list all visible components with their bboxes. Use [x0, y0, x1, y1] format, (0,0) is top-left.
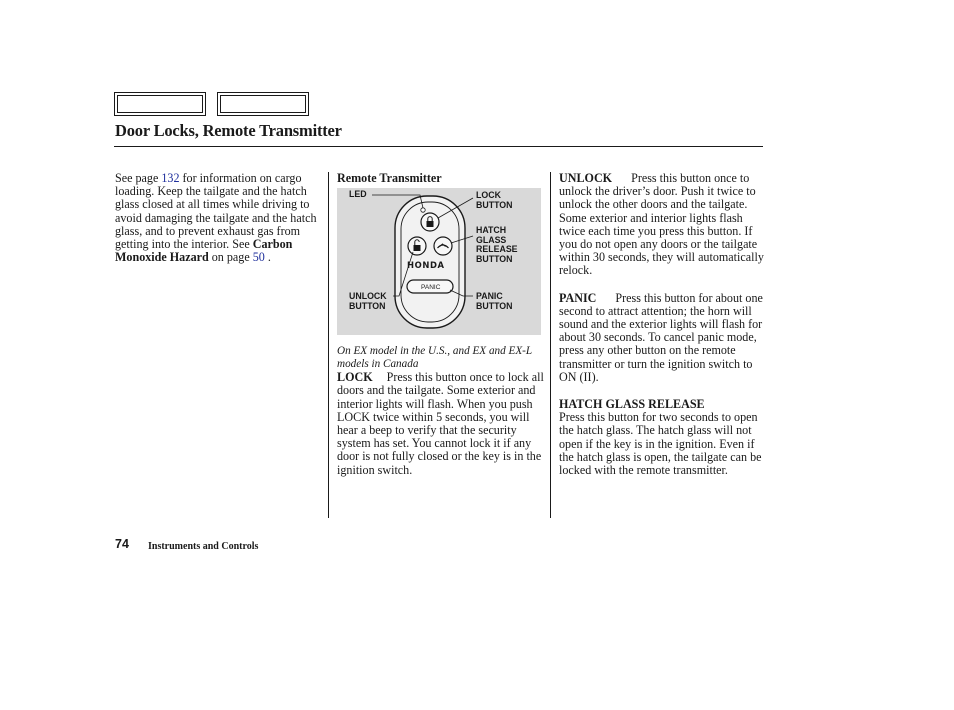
intro-text-4: . [264, 250, 271, 265]
panic-paragraph [559, 292, 764, 384]
page-link-132[interactable]: 132 [161, 171, 180, 185]
panic-button-label [476, 292, 513, 311]
column-divider-1 [328, 172, 329, 518]
page-link-50[interactable]: 50 [252, 250, 265, 265]
remote-transmitter-column [337, 172, 545, 477]
remote-transmitter-figure [337, 188, 541, 335]
unlock-paragraph [559, 172, 764, 278]
unlock-label-line-1: UNLOCK [349, 291, 387, 302]
lock-label-line-2: BUTTON [476, 199, 513, 210]
panic-key-text: PANIC [421, 284, 441, 292]
panic-text: Press this button for about one second to attract attention; the horn will sound and the exterior lights will flash for about 30 seconds. To cancel panic mode, press any other button on the remote transmitter or turn the ignition switch to ON (II). [559, 290, 763, 384]
buttons-description-column [559, 172, 764, 477]
lock-heading: LOCK [337, 370, 373, 385]
column-divider-2 [550, 172, 551, 518]
intro-paragraph [115, 172, 321, 264]
lock-label-line-1: LOCK [476, 190, 501, 201]
hatch-glass-release-button[interactable] [434, 237, 452, 255]
hatch-button-label [476, 226, 518, 264]
page-number: 74 [115, 537, 129, 551]
hatch-label-line-4: BUTTON [476, 253, 513, 264]
hatch-label-line-2: GLASS [476, 234, 507, 245]
intro-column [115, 172, 321, 264]
unlock-heading: UNLOCK [559, 171, 613, 185]
hatch-glass-release-text: Press this button for two seconds to open the hatch glass. The hatch glass will not open if the key is in the ignition. Even if the hatch glass is open, the tailgate can be locked with the remote transmitter. [559, 410, 762, 478]
carbon-monoxide-reference: Carbon Monoxide Hazard [115, 237, 293, 265]
lock-text: Press this button once to lock all doors and the tailgate. Some exterior and interior lights will flash. When you push LOCK twice within 5 seconds, you will hear a beep to verify that the security system has set. You cannot lock it if any door is not fully closed or the key is in the ignition switch. [337, 370, 544, 477]
unlock-label-line-2: BUTTON [349, 300, 386, 311]
unlock-text: Press this button once to unlock the driver’s door. Push it twice to unlock the other doors and the tailgate. Some exterior and interior lights flash twice each time you press this button. If you do not open any doors or the tailgate within 30 seconds, they will automatically relock. [559, 171, 764, 278]
lock-button-label [476, 191, 513, 210]
intro-text-3: on page [208, 250, 253, 265]
hatch-label-line-1: HATCH [476, 225, 507, 236]
nav-box-next[interactable] [217, 92, 309, 116]
panic-heading: PANIC [559, 290, 597, 305]
intro-text-2: for information on cargo loading. Keep the tailgate and the hatch glass closed at all times while driving to avoid damaging the tailgate and the hatch glass, and to prevent exhaust gas from getting into the interior. See [115, 171, 317, 252]
panic-label-line-1: PANIC [476, 291, 503, 302]
title-divider [114, 146, 763, 147]
hatch-label-line-3: RELEASE [476, 244, 518, 255]
lock-paragraph [337, 371, 545, 477]
panic-label-line-2: BUTTON [476, 300, 513, 311]
nav-box-previous[interactable] [114, 92, 206, 116]
figure-caption: On EX model in the U.S., and EX and EX-L models in Canada [337, 345, 532, 371]
honda-logo-text: HONDA [407, 260, 445, 271]
hatch-glass-release-heading: HATCH GLASS RELEASE [559, 397, 705, 412]
page-title: Door Locks, Remote Transmitter [115, 121, 342, 140]
led-indicator [421, 208, 425, 212]
led-label: LED [349, 189, 367, 200]
footer-section-title: Instruments and Controls [148, 541, 259, 552]
intro-text-1: See page [115, 171, 162, 185]
unlock-button-label [349, 292, 387, 311]
remote-transmitter-heading: Remote Transmitter [337, 171, 442, 185]
